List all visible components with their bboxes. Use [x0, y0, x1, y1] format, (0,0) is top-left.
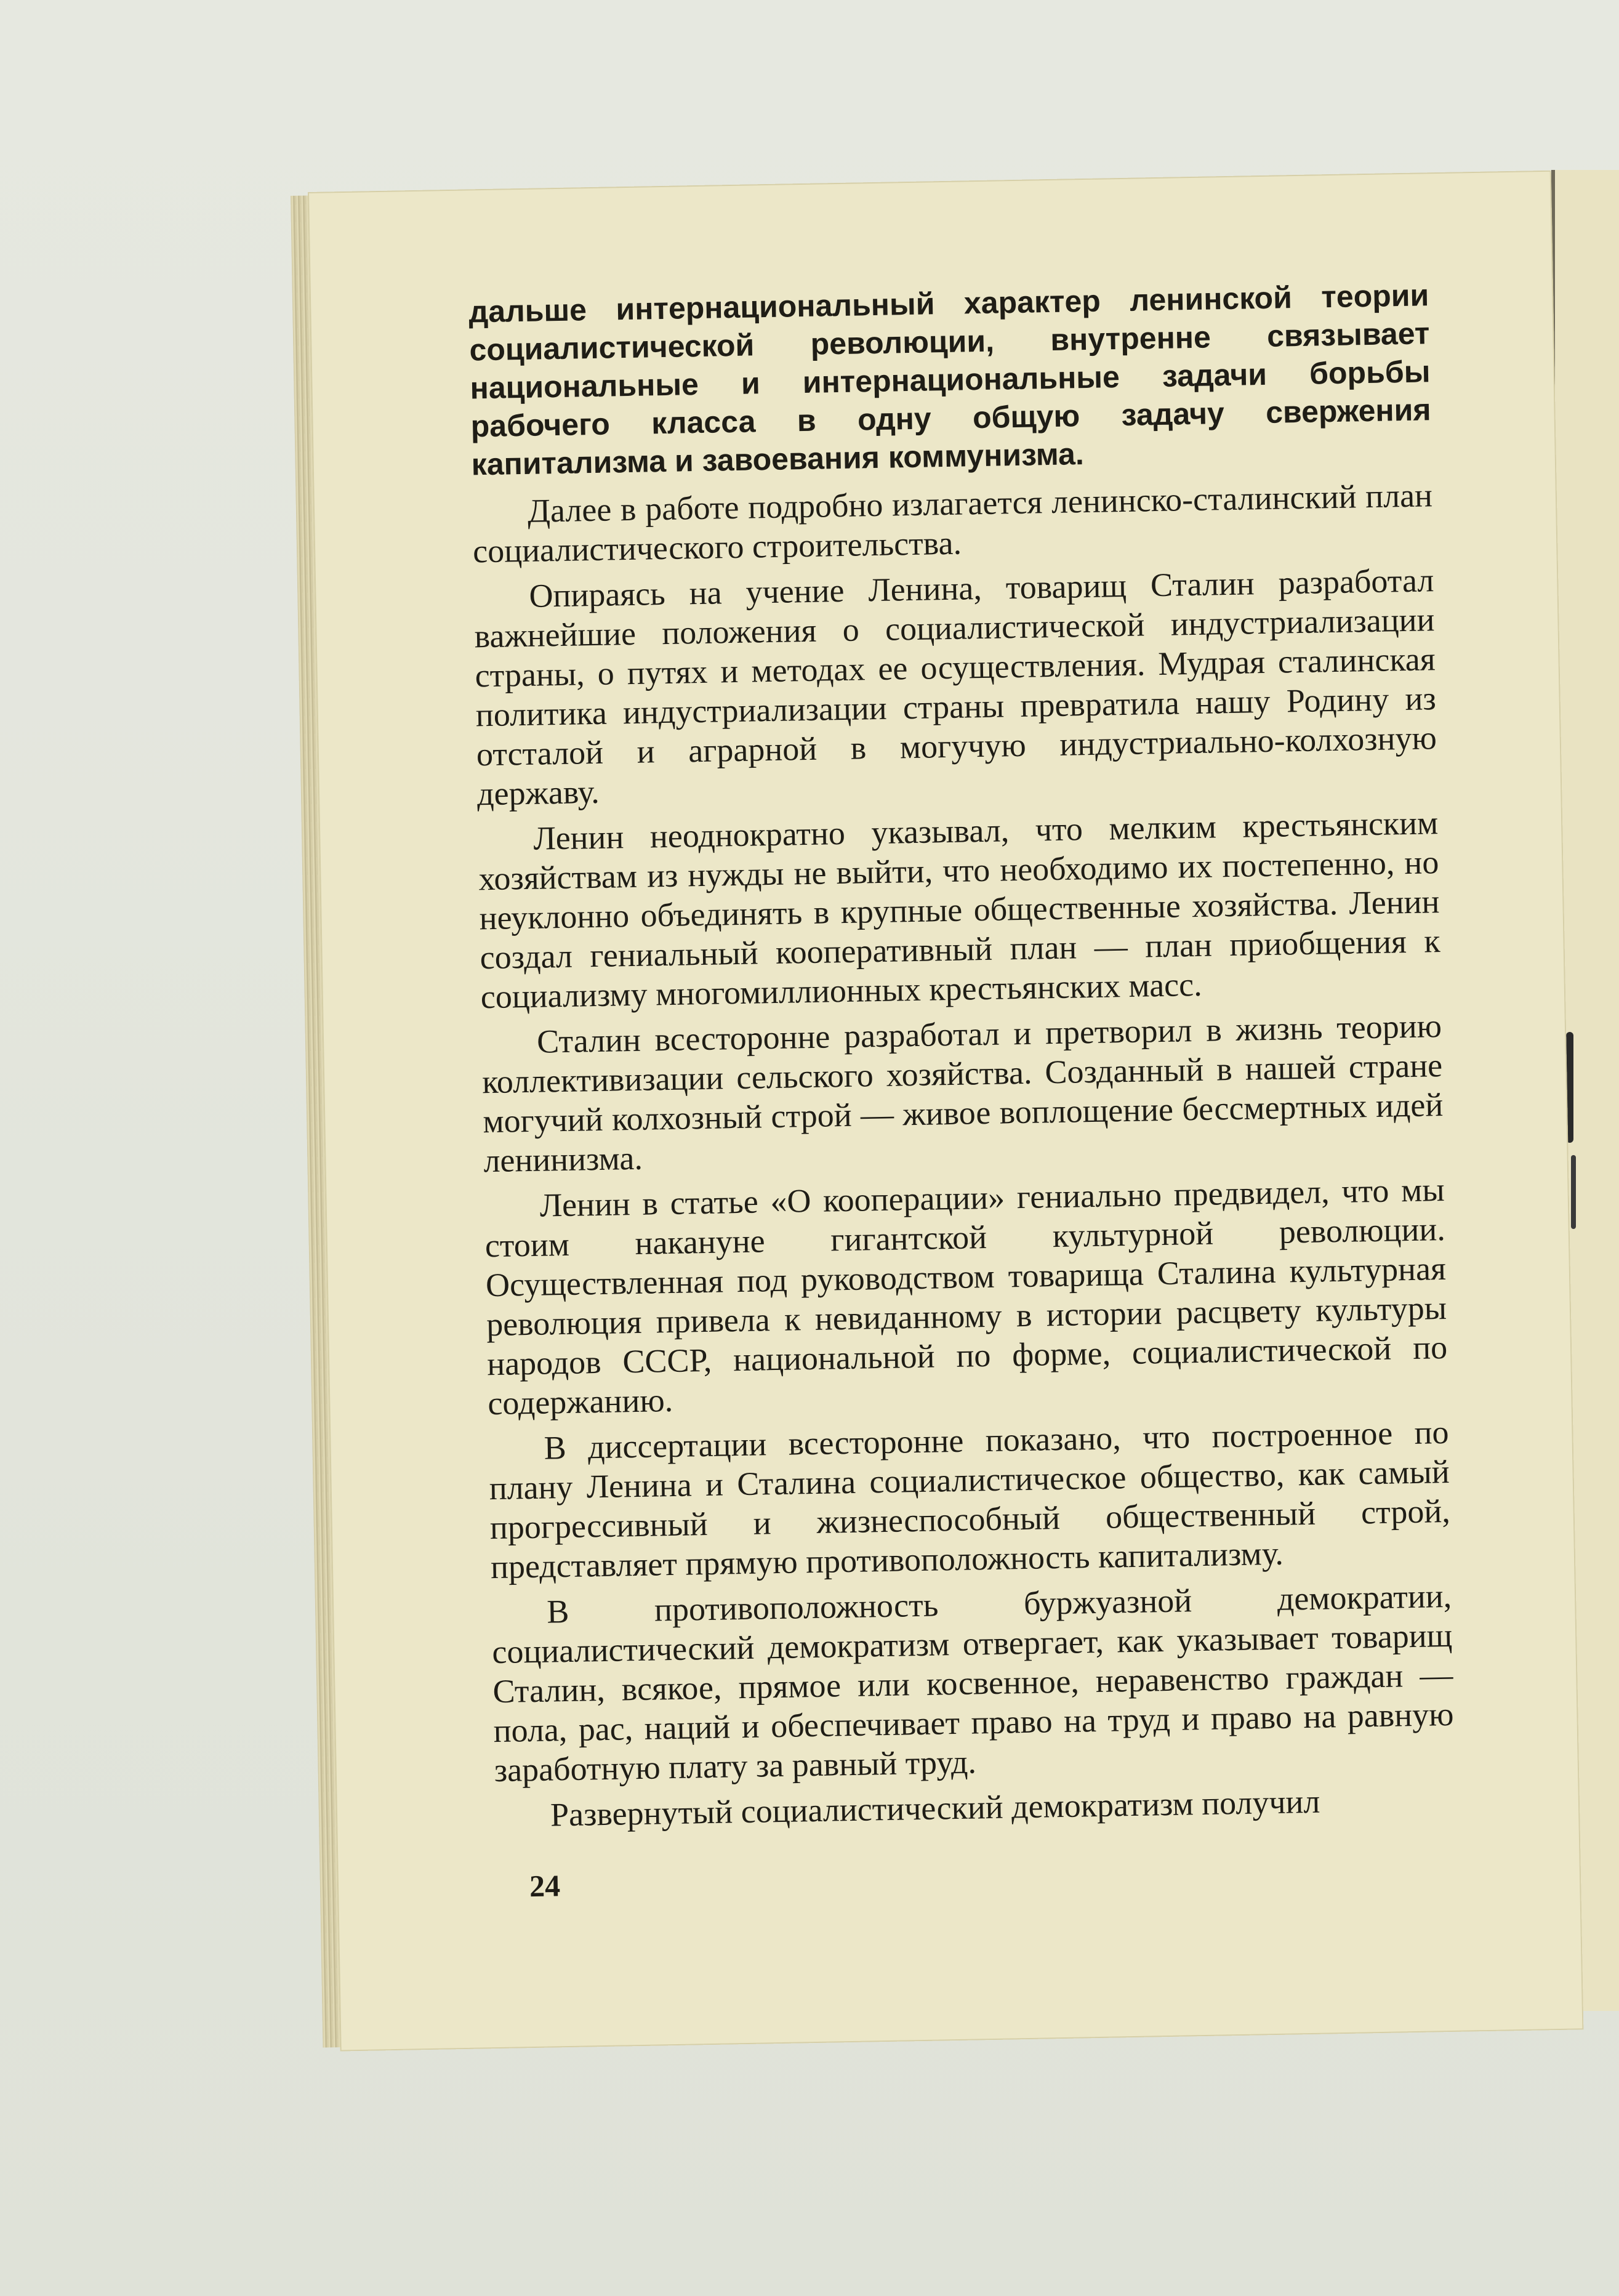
paragraph-industrialization: Опираясь на учение Ленина, товарищ Сталин разработал важнейшие положения о социалистической индустриализации страны, о путях и методах ее осуществления. Мудрая сталинская политика индустриализации страны превратила нашу Родину из отсталой и аграрной в могучую индустриально-колхозную державу. — [474, 562, 1437, 813]
paragraph-democracy: В противоположность буржуазной демократии, социалистический демократизм отвергает, как указывает товарищ Сталин, всякое, прямое или косвенное, неравенство граждан — пола, рас, наций и обеспечивает право на труд и право на равную заработную плату за равный труд. — [491, 1577, 1454, 1789]
page-number: 24 — [529, 1868, 561, 1904]
paragraph-dissertation: В диссертации всесторонне показано, что построенное по плану Ленина и Сталина социалистическое общество, как самый прогрессивный и жизнеспособный общественный строй, представляет прямую противоположность капитализму. — [489, 1413, 1451, 1586]
paragraph-cultural-revolution: Ленин в статье «О кооперации» гениально предвидел, что мы стоим накануне гигантской культурной революции. Осуществленная под руководством товарища Сталина культурная революция привела к невиданному в истории расцвету культуры народов СССР, национальной по форме, социалистической по содержанию. — [484, 1171, 1448, 1422]
paragraph-collectivization: Сталин всесторонне разработал и претворил в жизнь теорию коллективизации сельского хозяйства. Созданный в нашей стране могучий колхозный строй — живое воплощение бессмертных идей ленинизма. — [481, 1007, 1444, 1180]
book-page — [308, 171, 1583, 2052]
paragraph-opening-bold: дальше интернациональный характер ленинской теории социалистической революции, внутренне связывает национальные и интернациональные задачи борьбы рабочего класса в одну общую задачу свержения капитализма и завоевания коммунизма. — [468, 278, 1431, 482]
paragraph-continuation: Развернутый социалистический демократизм получил — [550, 1782, 1320, 1834]
paragraph-cooperative-plan: Ленин неоднократно указывал, что мелким крестьянским хозяйствам из нужды не выйти, что необходимо их постепенно, но неуклонно объединять в крупные общественные хозяйства. Ленин создал гениальный кооперативный план — план приобщения к социализму многомиллионных крестьянских масс. — [478, 804, 1441, 1016]
page-curl-mark-lower — [1571, 1155, 1576, 1229]
page-text-block — [468, 276, 1456, 1842]
paragraph-plan: Далее в работе подробно излагается ленинско-сталинский план социалистического строительства. — [472, 477, 1433, 570]
